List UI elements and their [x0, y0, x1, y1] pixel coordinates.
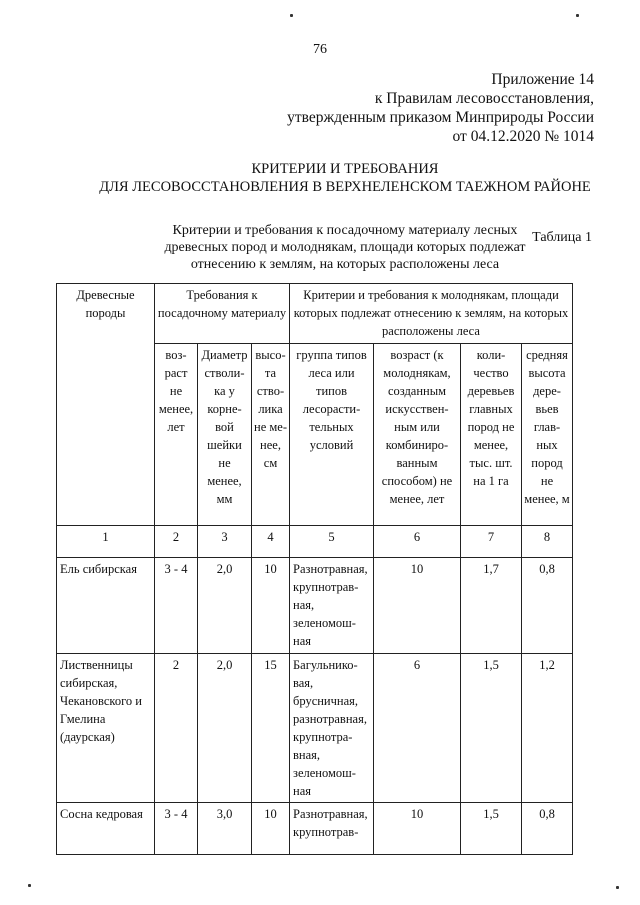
cell-diameter: 2,0: [198, 558, 252, 654]
header-diameter: Диаметр стволи-ка у корне-вой шейки не менее, мм: [198, 344, 252, 526]
header-age: воз-раст не менее, лет: [155, 344, 198, 526]
header-young-age: возраст (к молоднякам, созданным искусствен-ным или комбиниро-ванным способом) не менее, лет: [374, 344, 461, 526]
cell-species: Ель сибирская: [57, 558, 155, 654]
header-young-stands: Критерии и требования к молоднякам, площади которых подлежат отнесению к землям, на которых расположены леса: [290, 284, 573, 344]
title-line: ДЛЯ ЛЕСОВОССТАНОВЛЕНИЯ В ВЕРХНЕЛЕНСКОМ ТАЕЖНОМ РАЙОНЕ: [99, 179, 591, 195]
header-tree-count: коли-чество деревьев главных пород не менее, тыс. шт. на 1 га: [461, 344, 522, 526]
header-height: высо-та ство-лика не ме-нее, см: [252, 344, 290, 526]
cell-diameter: 2,0: [198, 654, 252, 803]
cell-age: 3 - 4: [155, 558, 198, 654]
cell-forest-type: Разнотравная, крупнотрав-: [290, 803, 374, 855]
cell-avg-height: 1,2: [522, 654, 573, 803]
table-caption: [0, 222, 640, 273]
table-row: [57, 803, 573, 855]
cell-species: Сосна кедровая: [57, 803, 155, 855]
scan-speck: [28, 884, 31, 887]
cell-young-age: 10: [374, 803, 461, 855]
cell-forest-type: Багульнико-вая, брусничная, разнотравная, крупнотра-вная, зеленомош-ная: [290, 654, 374, 803]
cell-age: 3 - 4: [155, 803, 198, 855]
header-forest-type: группа типов леса или типов лесорасти-тельных условий: [290, 344, 374, 526]
header-planting-material: Требования к посадочному материалу: [155, 284, 290, 344]
col-number: 4: [252, 526, 290, 558]
header-species: Древесные породы: [57, 284, 155, 526]
criteria-table: [56, 283, 573, 855]
header-avg-height: средняя высота дере-вьев глав-ных пород не менее, м: [522, 344, 573, 526]
col-number: 7: [461, 526, 522, 558]
cell-height: 10: [252, 803, 290, 855]
caption-line: древесных пород и молоднякам, площади которых подлежат: [164, 240, 526, 255]
appendix-line: от 04.12.2020 № 1014: [452, 128, 594, 145]
cell-young-age: 6: [374, 654, 461, 803]
cell-tree-count: 1,5: [461, 803, 522, 855]
scan-speck: [576, 14, 579, 17]
appendix-line: утвержденным приказом Минприроды России: [287, 109, 594, 126]
col-number: 2: [155, 526, 198, 558]
cell-species: Лиственницы сибирская, Чекановского и Гмелина (даурская): [57, 654, 155, 803]
table-row: [57, 654, 573, 803]
appendix-line: Приложение 14: [491, 71, 594, 88]
cell-forest-type: Разнотравная, крупнотрав-ная, зеленомош-ная: [290, 558, 374, 654]
col-number: 1: [57, 526, 155, 558]
caption-line: отнесению к землям, на которых расположены леса: [190, 257, 500, 272]
cell-tree-count: 1,5: [461, 654, 522, 803]
cell-young-age: 10: [374, 558, 461, 654]
table-number: Таблица 1: [532, 230, 592, 245]
appendix-line: к Правилам лесовосстановления,: [374, 90, 594, 107]
page-number: 76: [313, 42, 327, 57]
col-number: 3: [198, 526, 252, 558]
cell-height: 15: [252, 654, 290, 803]
appendix-header: [287, 70, 594, 146]
cell-height: 10: [252, 558, 290, 654]
cell-avg-height: 0,8: [522, 803, 573, 855]
col-number: 8: [522, 526, 573, 558]
cell-age: 2: [155, 654, 198, 803]
cell-tree-count: 1,7: [461, 558, 522, 654]
cell-avg-height: 0,8: [522, 558, 573, 654]
col-number: 5: [290, 526, 374, 558]
document-title: [0, 160, 640, 196]
cell-diameter: 3,0: [198, 803, 252, 855]
scan-speck: [616, 886, 619, 889]
title-line: КРИТЕРИИ И ТРЕБОВАНИЯ: [251, 161, 439, 177]
table-row: [57, 558, 573, 654]
scan-speck: [290, 14, 293, 17]
col-number: 6: [374, 526, 461, 558]
caption-line: Критерии и требования к посадочному материалу лесных: [172, 223, 518, 238]
